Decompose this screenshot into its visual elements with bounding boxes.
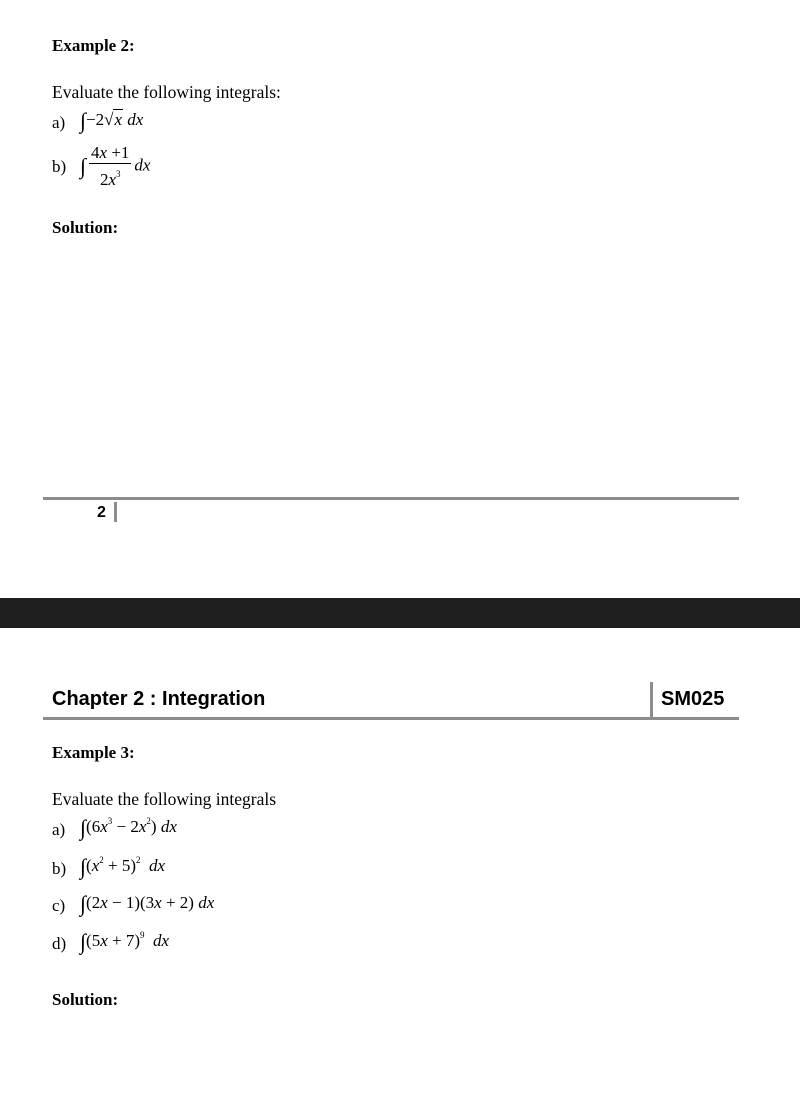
example-3-item-b-expression: $\int(x^2 + 5)^2$ dx <box>80 854 166 879</box>
page-number: 2 <box>97 504 106 521</box>
page-break-band <box>0 598 800 628</box>
example-3-solution-heading: Solution: <box>52 990 119 1009</box>
course-code: SM025 <box>661 688 725 710</box>
header-rule <box>43 717 739 720</box>
example-3-item-d-expression: $\int(5x + 7)^9$ dx <box>80 929 170 954</box>
example-3-heading: Example 3: <box>52 743 135 762</box>
example-3-item-b-label: b) <box>52 859 67 878</box>
example-3-item-d-label: d) <box>52 934 67 953</box>
example-3-item-c-expression: ∫(2x − 1)(3x + 2) dx <box>80 891 215 916</box>
chapter-title: Chapter 2 : Integration <box>52 688 266 710</box>
example-2-intro: Evaluate the following integrals: <box>52 82 281 102</box>
example-2-item-a-label: a) <box>52 113 66 132</box>
example-2-item-b-label: b) <box>52 157 67 176</box>
example-3-item-a-expression: $\int(6x^3 - 2x^2)$ dx <box>80 815 177 840</box>
example-3-item-a-label: a) <box>52 820 66 839</box>
example-2-item-a-expression: ∫−2√x dx <box>80 108 144 133</box>
example-2-item-b-expression: ∫ $\frac{4x +1}{2x^3}$ dx <box>80 143 151 189</box>
example-3-item-c-label: c) <box>52 896 66 915</box>
example-2-solution-heading: Solution: <box>52 218 119 237</box>
example-3-intro: Evaluate the following integrals <box>52 789 277 809</box>
footer-rule <box>43 497 739 500</box>
example-2-heading: Example 2: <box>52 36 135 55</box>
header-divider <box>650 682 653 718</box>
page-number-divider <box>114 502 117 522</box>
